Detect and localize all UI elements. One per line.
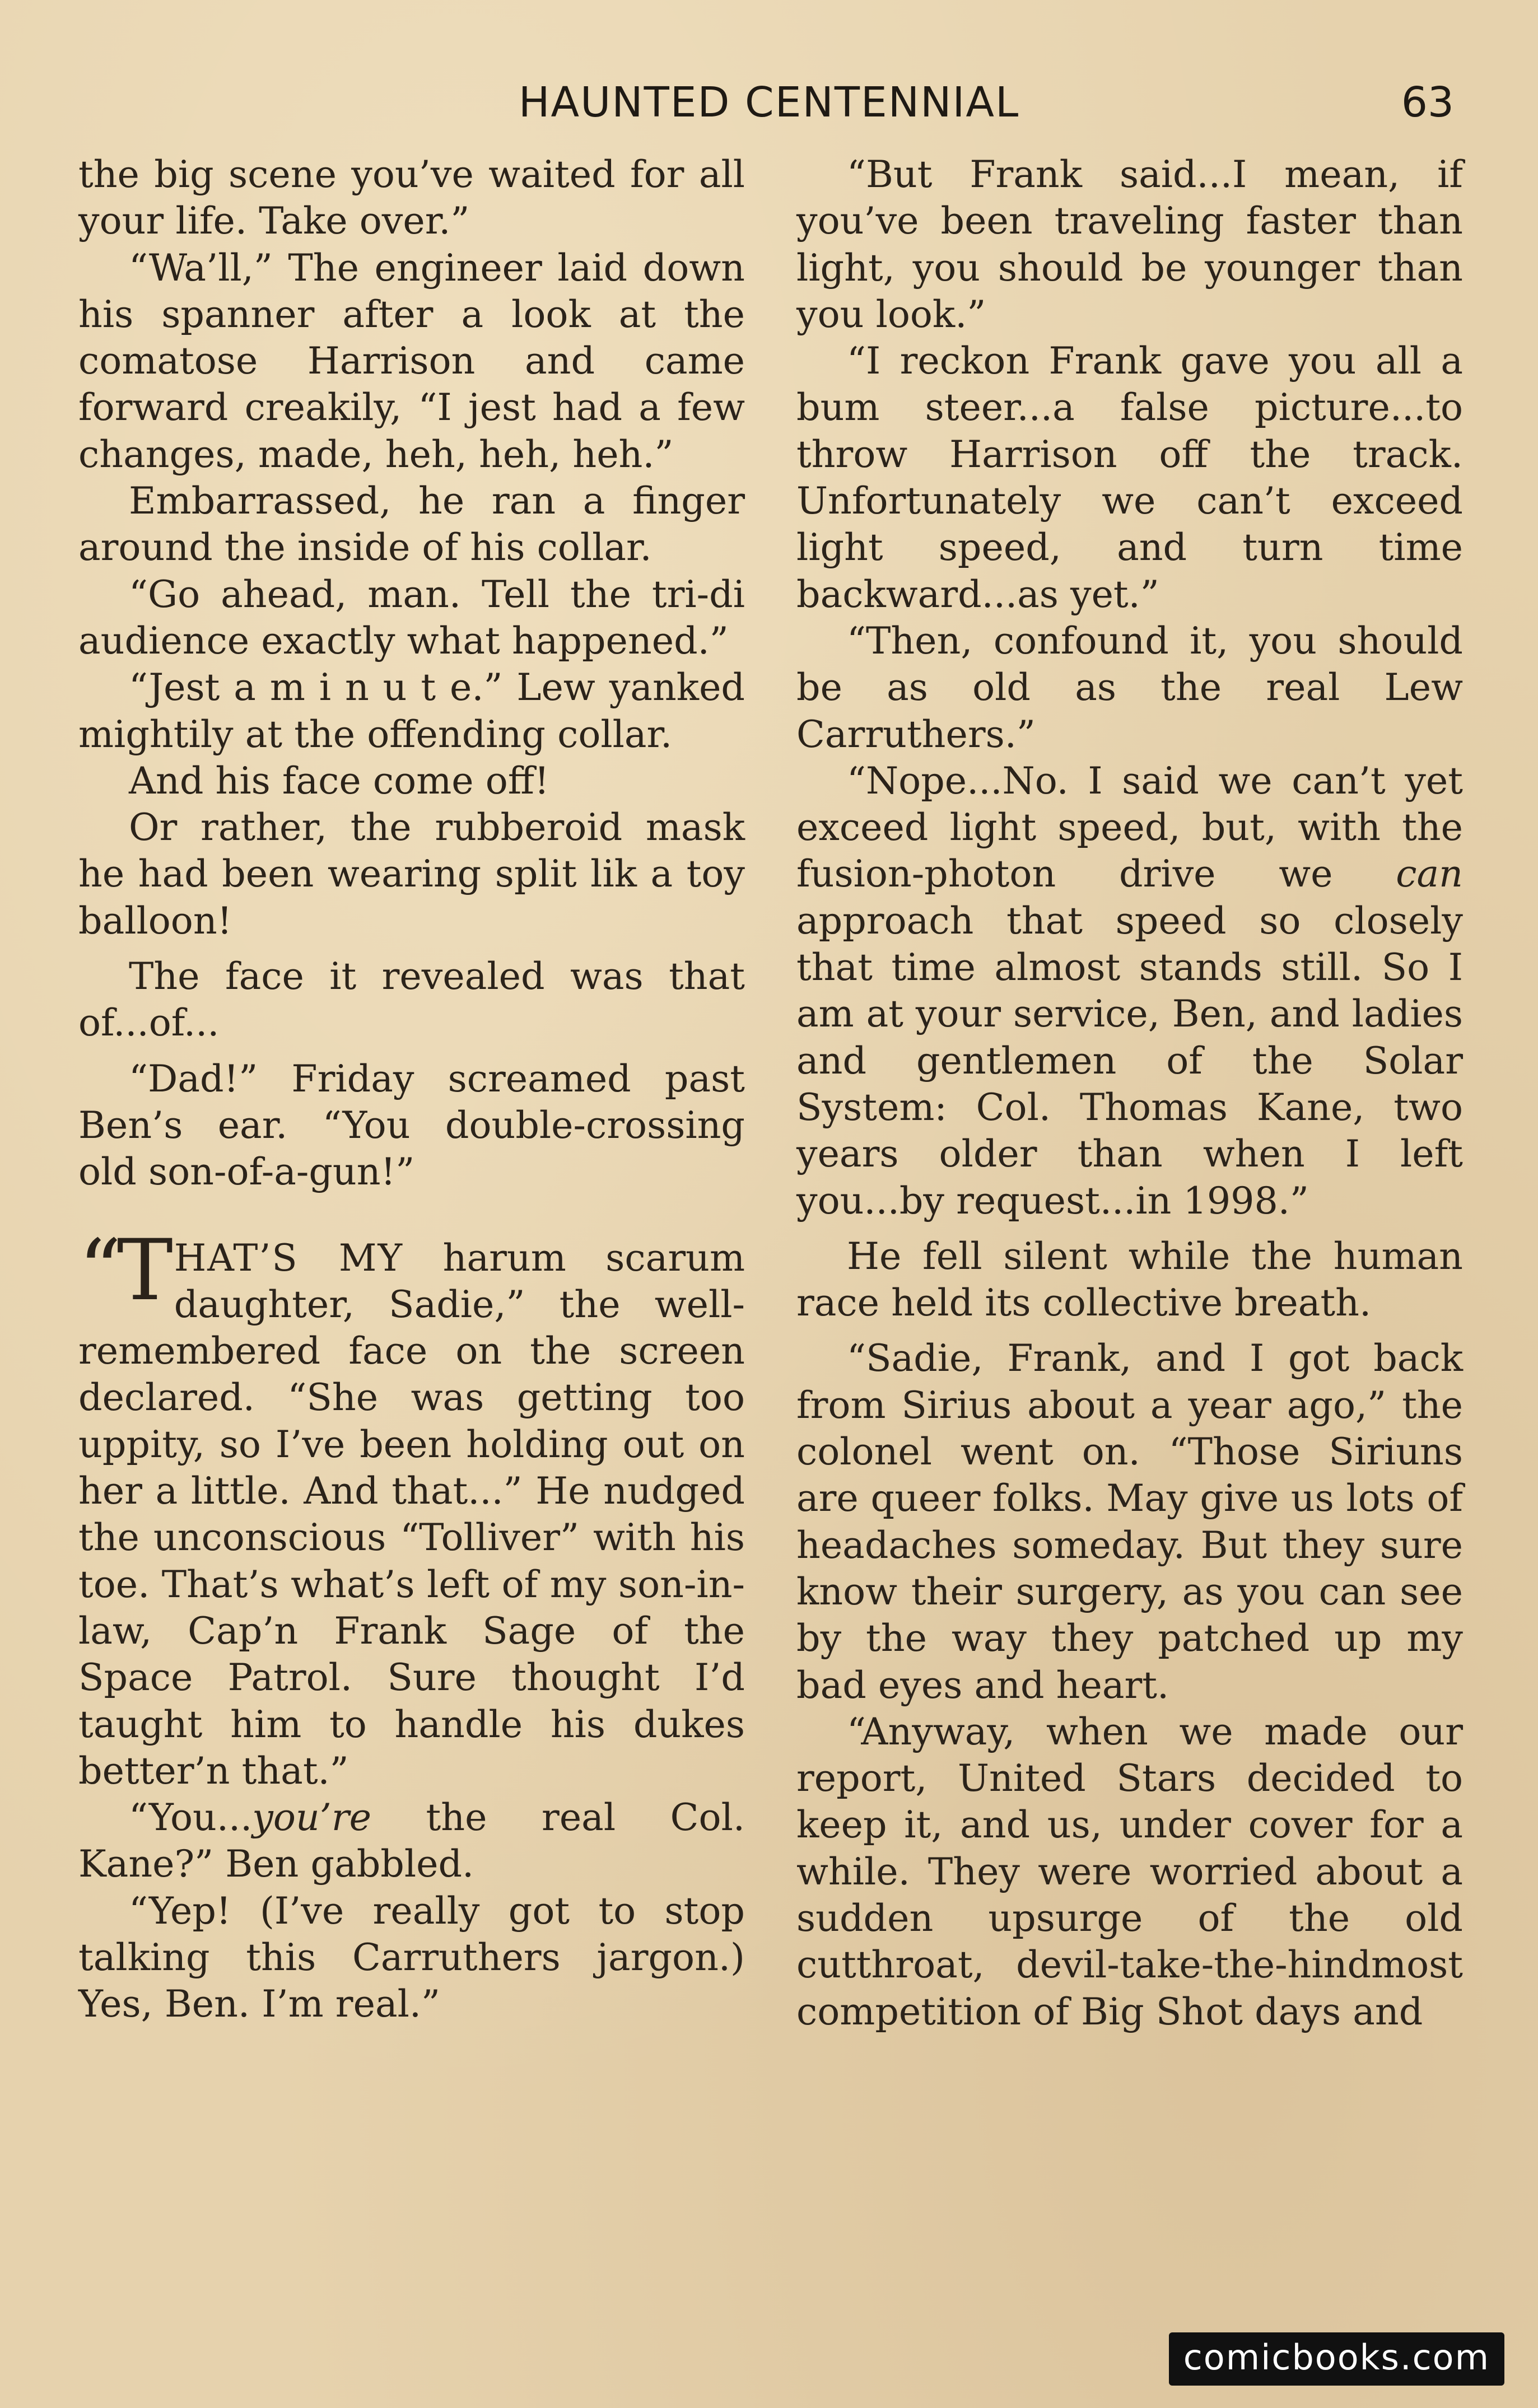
paragraph: “But Frank said...I mean, if you’ve been traveling faster than light, you should be younger than you look.” [796, 152, 1463, 336]
paragraph-text: “Nope...No. I said we can’t yet exceed light speed, but, with the fusion-photon drive we [796, 758, 1463, 896]
drop-cap: “T [78, 1221, 169, 1319]
italic-text: you’re [252, 1795, 371, 1840]
watermark-label: comicbooks.com [1169, 2332, 1504, 2386]
paragraph [78, 1794, 745, 1888]
paragraph: “Anyway, when we made our report, United Stars decided to keep it, and us, under cover for a while. They were worried about a sudden upsurge of the old cutthroat, devil-take-the-hindmost competition of Big Shot days and [796, 1709, 1463, 2033]
italic-text: can [1396, 852, 1463, 896]
paragraph-text: the real Col. Kane?” Ben gabbled. [78, 1795, 745, 1886]
paragraph: He fell silent while the human race held its collective breath. [796, 1234, 1463, 1325]
paragraph: Or rather, the rubberoid mask he had been wearing split lik a toy balloon! [78, 805, 745, 942]
paragraph: “Sadie, Frank, and I got back from Sirius about a year ago,” the colonel went on. “Those Siriuns are queer folks. May give us lots of headaches someday. But they sure know their surgery, as you can see by the way they patched up my bad eyes and heart. [796, 1336, 1463, 1707]
paragraph-text: “You... [129, 1795, 253, 1840]
paragraph: “Yep! (I’ve really got to stop talking this Carruthers jargon.) Yes, Ben. I’m real.” [78, 1888, 745, 2026]
paragraph: And his face come off! [129, 758, 549, 802]
paragraph: “I reckon Frank gave you all a bum steer...a false picture...to throw Harrison off the track. Unfortunately we can’t exceed light speed, and turn time backward...as yet.” [796, 339, 1463, 616]
small-caps-lead: HAT’S MY [174, 1236, 404, 1280]
paragraph: “Go ahead, man. Tell the tri-di audience exactly what happened.” [78, 572, 745, 662]
paragraph: the big scene you’ve waited for all your life. Take over.” [78, 152, 745, 243]
running-title: HAUNTED CENTENNIAL [518, 78, 1020, 127]
right-column [796, 151, 1463, 2335]
running-header [0, 73, 1538, 134]
paragraph-text: harum scarum daughter, Sadie,” the well-remembered face on the screen declared. “She was getting too uppity, so I’ve been holding out on her a little. And that...” He nudged the unconscious “Tolliver” with his toe. That’s what’s left of my son-in-law, Cap’n Frank Sage of the Space Patrol. Sure thought I’d taught him to handle his dukes better’n that.” [78, 1235, 745, 1793]
left-column [78, 151, 745, 2335]
paragraph: Embarrassed, he ran a finger around the inside of his collar. [78, 479, 745, 570]
paragraph-text: approach that speed so closely that time almost stands still. So I am at your service, Ben, and ladies and gentlemen of the Solar System: Col. Thomas Kane, two years older than when I left you...by request...in 1998.” [796, 898, 1463, 1222]
paragraph: “Wa’ll,” The engineer laid down his spanner after a look at the comatose Harrison and came forward creakily, “I jest had a few changes, made, heh, heh, heh.” [78, 245, 745, 476]
page-number: 63 [1401, 78, 1454, 127]
paragraph [796, 758, 1463, 1224]
paragraph: “Dad!” Friday screamed past Ben’s ear. “You double-crossing old son-of-a-gun!” [78, 1056, 745, 1194]
paragraph: The face it revealed was that of...of... [78, 954, 745, 1045]
paragraph: “Then, confound it, you should be as old as the real Lew Carruthers.” [796, 618, 1463, 756]
paragraph: “Jest a m i n u t e.” Lew yanked mightily at the offending collar. [78, 665, 745, 756]
section-opening-paragraph [78, 1221, 745, 1795]
